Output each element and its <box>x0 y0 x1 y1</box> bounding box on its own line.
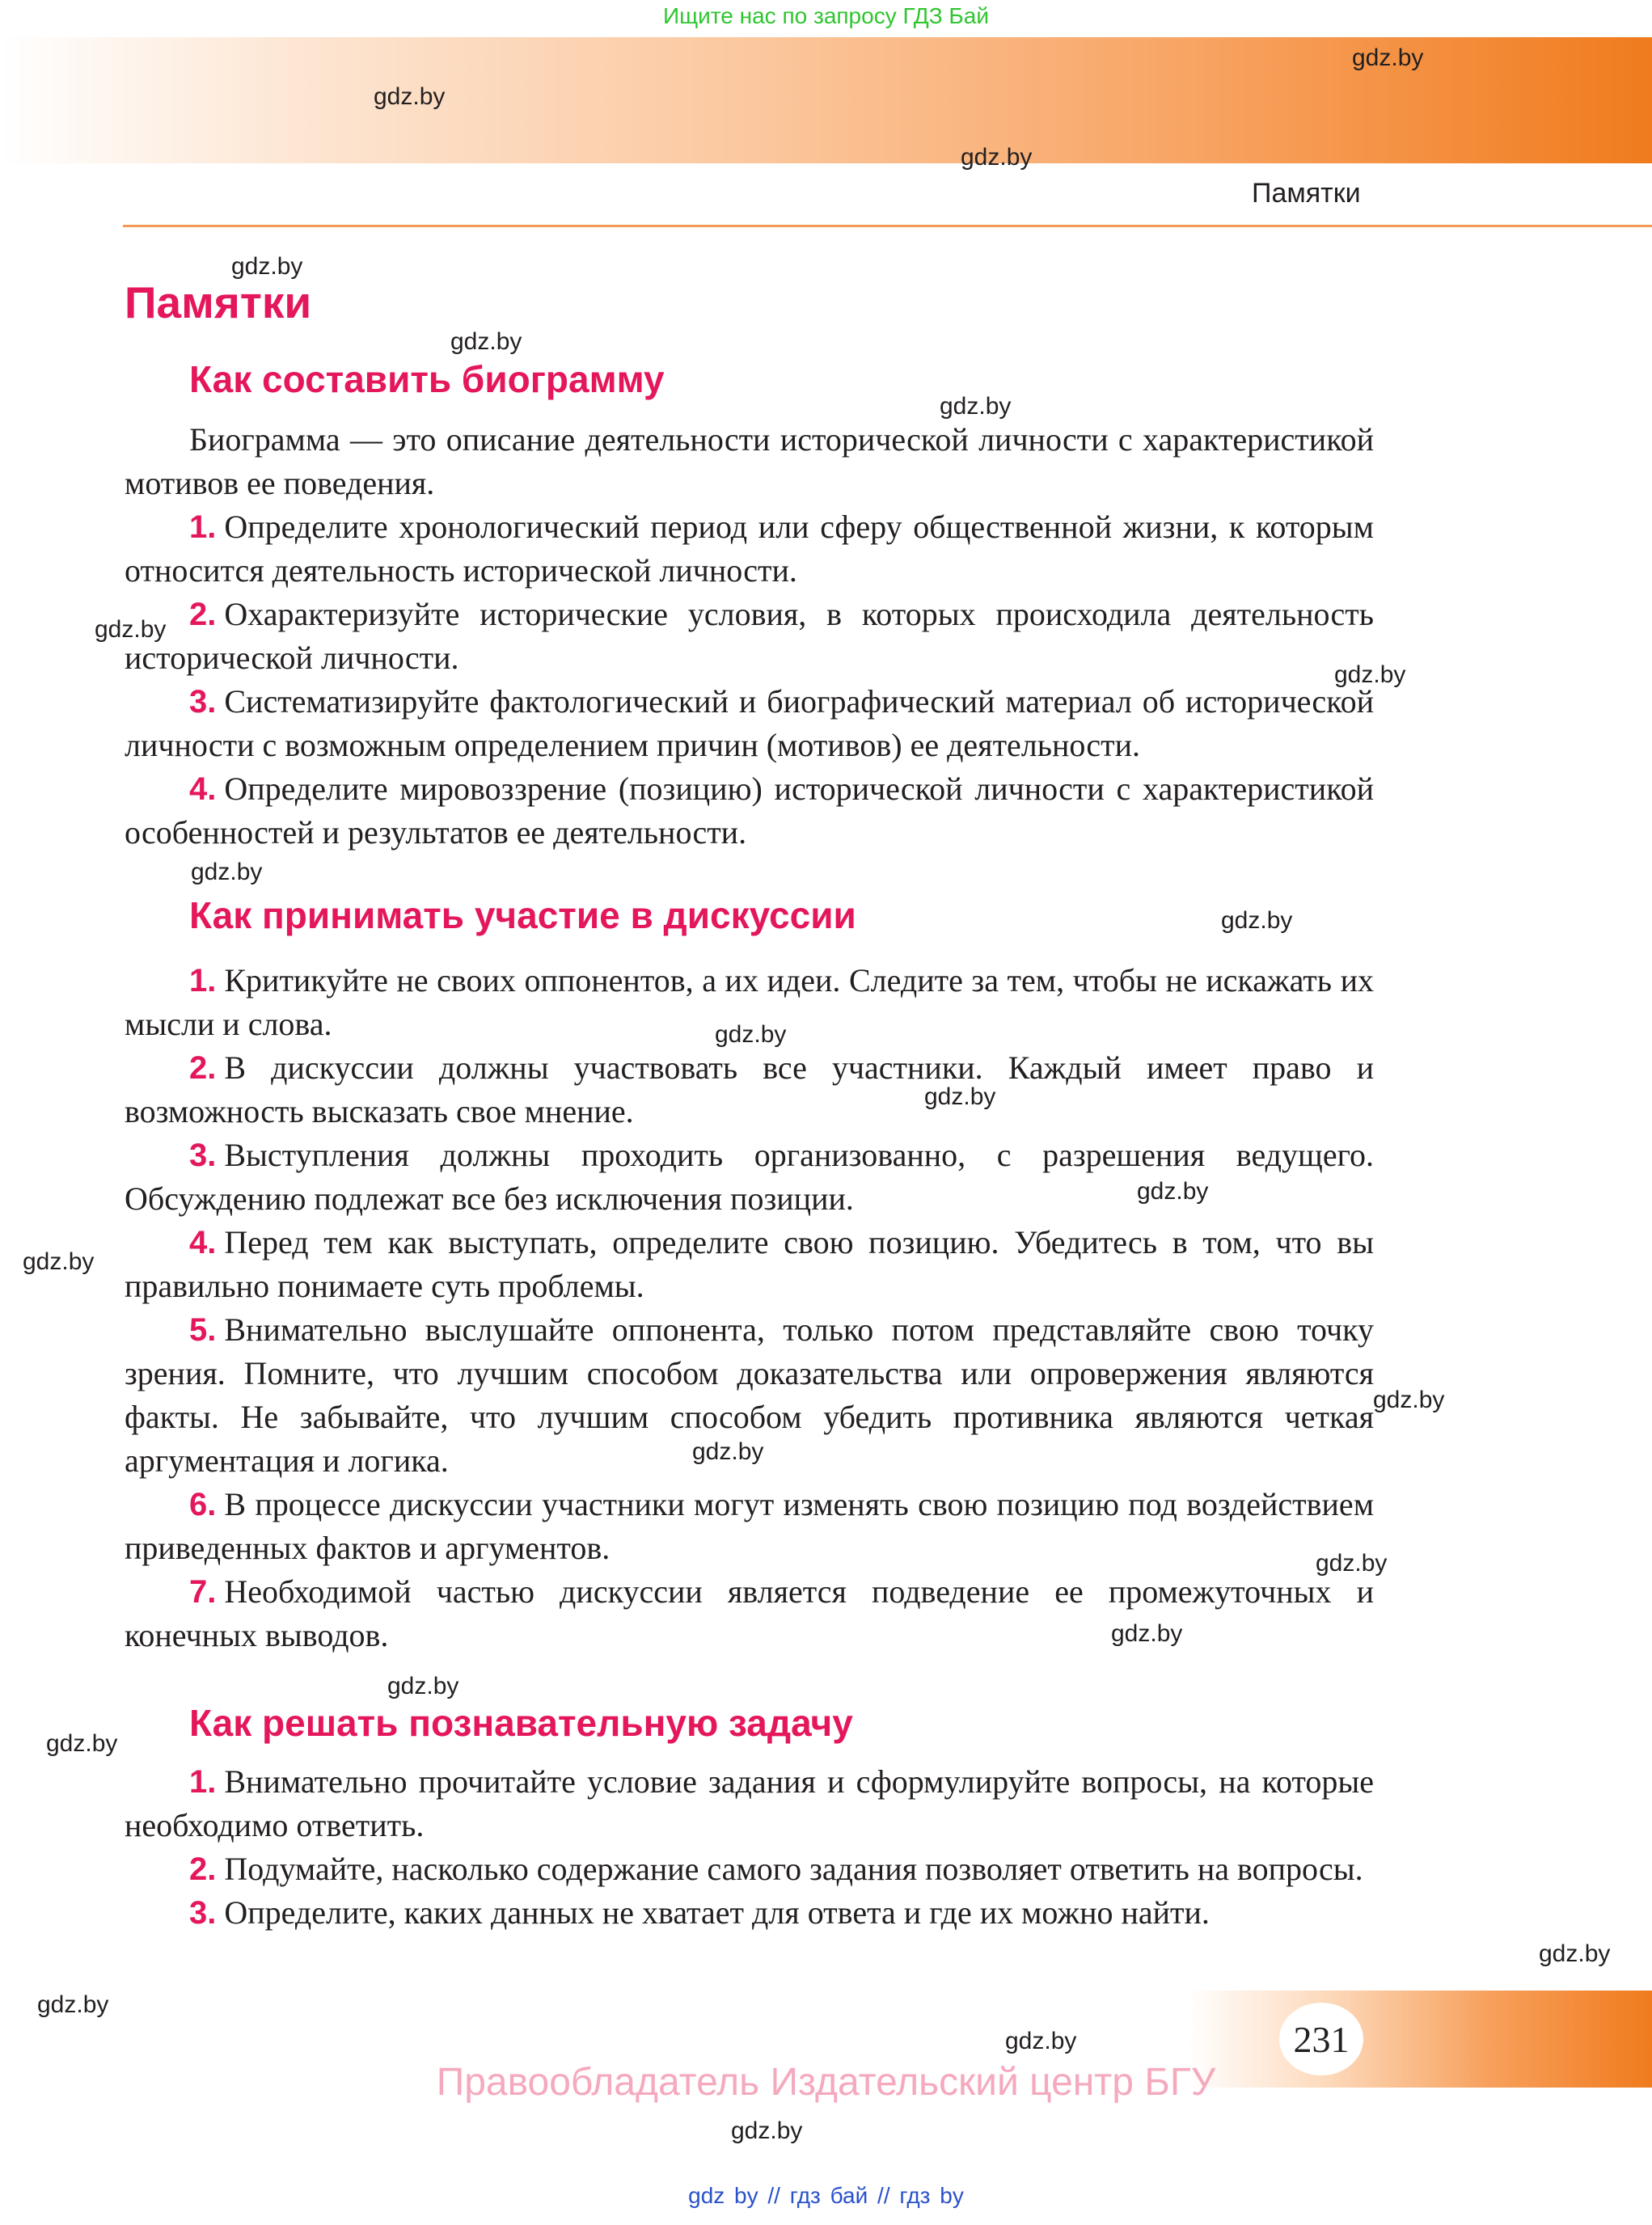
watermark: gdz.by <box>231 253 303 280</box>
watermark: gdz.by <box>961 144 1033 171</box>
item-number: 3. <box>189 1138 217 1173</box>
item-text: Определите хронологический период или сферу общественной жизни, к которым относится деятельность исторической личности. <box>125 509 1374 589</box>
item-text: Определите, каких данных не хватает для ответа и где их можно найти. <box>224 1894 1210 1931</box>
watermark: gdz.by <box>924 1083 996 1110</box>
item-number: 2. <box>189 1851 217 1887</box>
item-text: Внимательно выслушайте оппонента, только потом представляйте свою точку зрения. Помните, что лучшим способом доказательства или опровержения являются факты. Не забывайте, что лучшим способом убедить противника являются четкая аргументация и логика. <box>125 1311 1374 1479</box>
watermark: gdz.by <box>1137 1178 1209 1205</box>
list-item <box>125 1483 1374 1570</box>
item-text: Критикуйте не своих оппонентов, а их идеи. Следите за тем, чтобы не искажать их мысли и слова. <box>125 962 1374 1042</box>
list-item <box>125 593 1374 680</box>
item-text: Выступления должны проходить организованно, с разрешения ведущего. Обсуждению подлежат все без исключения позиции. <box>125 1137 1374 1217</box>
running-head: Памятки <box>1252 178 1361 209</box>
watermark: gdz.by <box>1352 44 1424 71</box>
item-number: 4. <box>189 771 217 807</box>
watermark: gdz.by <box>731 2117 803 2144</box>
list-item <box>125 1891 1374 1935</box>
watermark: gdz.by <box>692 1438 764 1465</box>
paragraph <box>125 418 1374 505</box>
item-text: Внимательно прочитайте условие задания и сформулируйте вопросы, на которые необходимо ответить. <box>125 1763 1374 1843</box>
item-number: 1. <box>189 509 217 545</box>
item-number: 2. <box>189 1050 217 1086</box>
item-text: Определите мировоззрение (позицию) исторической личности с характеристикой особенностей и результатов ее деятельности. <box>125 771 1374 851</box>
rights-holder-note: Правообладатель Издательский центр БГУ <box>436 2061 1216 2104</box>
item-number: 1. <box>189 963 217 999</box>
watermark: gdz.by <box>1221 907 1293 934</box>
watermark: gdz.by <box>387 1673 459 1699</box>
item-number: 7. <box>189 1574 217 1610</box>
item-text: Охарактеризуйте исторические условия, в которых происходила деятельность исторической личности. <box>125 596 1374 676</box>
watermark: gdz.by <box>46 1730 118 1757</box>
watermark: gdz.by <box>374 83 446 110</box>
section-title-cognitive-task: Как решать познавательную задачу <box>189 1702 853 1744</box>
list-item <box>125 1847 1374 1891</box>
item-text: Систематизируйте фактологический и биографический материал об исторической личности с возможным определением причин (мотивов) ее деятельности. <box>125 683 1374 763</box>
section-cognitive-task-body <box>125 1760 1374 1935</box>
list-item <box>125 1760 1374 1847</box>
page-title: Памятки <box>125 277 312 327</box>
watermark: gdz.by <box>1373 1387 1445 1413</box>
paragraph-text: Биограмма — это описание деятельности исторической личности с характеристикой мотивов ее поведения. <box>125 421 1374 501</box>
section-discussion-body <box>125 959 1374 1657</box>
item-number: 3. <box>189 684 217 720</box>
watermark: gdz.by <box>191 859 263 885</box>
item-number: 3. <box>189 1895 217 1931</box>
watermark: gdz.by <box>940 393 1012 420</box>
list-item <box>125 1570 1374 1657</box>
item-text: Необходимой частью дискуссии является подведение ее промежуточных и конечных выводов. <box>125 1573 1374 1653</box>
watermark: gdz.by <box>1005 2028 1077 2054</box>
item-text: Подумайте, насколько содержание самого задания позволяет ответить на вопросы. <box>224 1851 1363 1887</box>
watermark: gdz.by <box>95 616 167 643</box>
bottom-site-links: gdz by // гдз бай // гдз by <box>688 2183 964 2208</box>
item-text: В дискуссии должны участвовать все участники. Каждый имеет право и возможность высказать свое мнение. <box>125 1049 1374 1129</box>
item-text: В процессе дискуссии участники могут изменять свою позицию под воздействием приведенных фактов и аргументов. <box>125 1486 1374 1566</box>
section-title-discussion: Как принимать участие в дискуссии <box>189 894 856 936</box>
watermark: gdz.by <box>1111 1620 1183 1647</box>
watermark: gdz.by <box>1334 661 1406 688</box>
list-item <box>125 680 1374 767</box>
watermark: gdz.by <box>450 328 522 355</box>
item-number: 6. <box>189 1487 217 1522</box>
watermark: gdz.by <box>715 1021 787 1048</box>
item-number: 1. <box>189 1764 217 1800</box>
item-number: 5. <box>189 1312 217 1348</box>
item-text: Перед тем как выступать, определите свою позицию. Убедитесь в том, что вы правильно понимаете суть проблемы. <box>125 1224 1374 1304</box>
list-item <box>125 1046 1374 1134</box>
list-item <box>125 1134 1374 1221</box>
list-item <box>125 505 1374 593</box>
watermark: gdz.by <box>37 1991 109 2018</box>
list-item <box>125 767 1374 855</box>
list-item <box>125 1221 1374 1308</box>
section-title-biogram: Как составить биограмму <box>189 358 665 400</box>
page-number: 231 <box>1279 2003 1363 2075</box>
header-rule <box>123 225 1652 227</box>
item-number: 2. <box>189 597 217 632</box>
watermark: gdz.by <box>23 1248 95 1275</box>
section-biogram-body <box>125 418 1374 855</box>
watermark: gdz.by <box>1316 1550 1388 1577</box>
item-number: 4. <box>189 1225 217 1260</box>
top-search-note: Ищите нас по запросу ГДЗ Бай <box>662 3 990 28</box>
watermark: gdz.by <box>1539 1940 1611 1967</box>
